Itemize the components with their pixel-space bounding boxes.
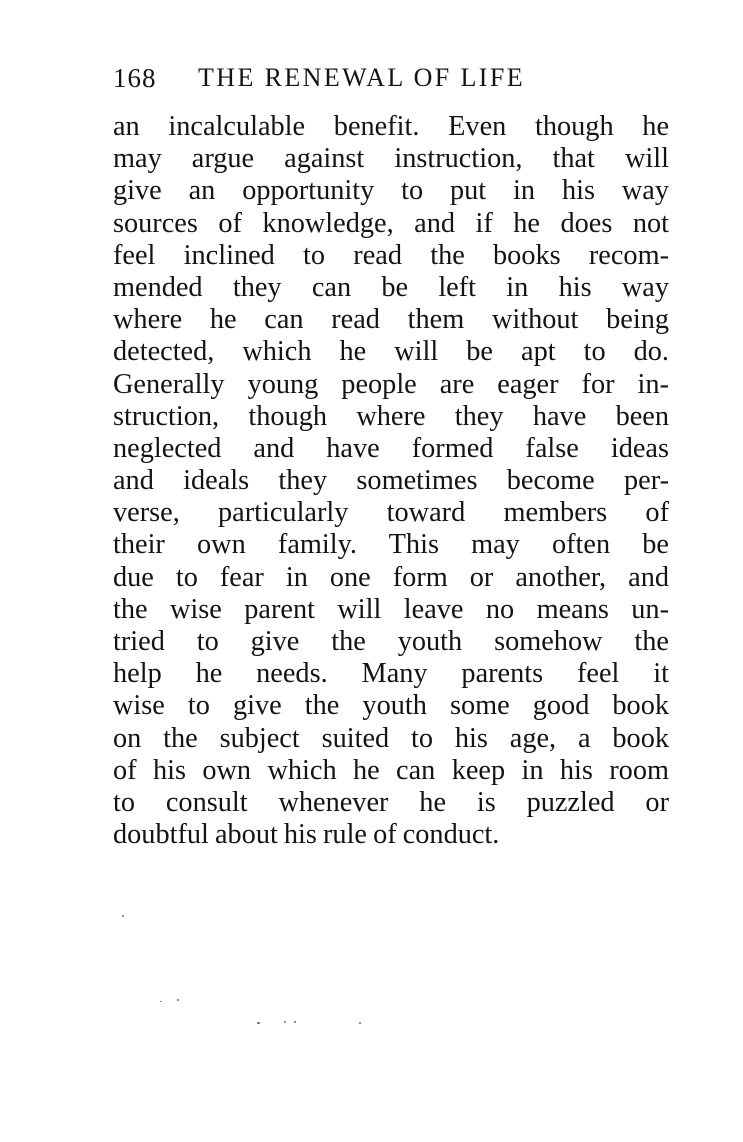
text-line: wise to give the youth some good book (113, 690, 669, 722)
text-line: tried to give the youth somehow the (113, 626, 669, 657)
text-line: where he can read them without being (113, 304, 669, 336)
text-line: struction, though where they have been (113, 400, 669, 432)
scan-speck (359, 1022, 361, 1024)
text-line: an incalculable benefit. Even though he (113, 111, 669, 142)
text-line: detected, which he will be apt to do. (113, 336, 669, 368)
text-line: doubtful about his rule of conduct. (113, 819, 500, 851)
running-title: THE RENEWAL OF LIFE (198, 63, 525, 92)
text-line: verse, particularly toward members of (113, 497, 669, 529)
scan-speck (177, 999, 179, 1001)
text-line: Generally young people are eager for in- (113, 368, 669, 400)
scan-speck (294, 1021, 296, 1023)
page-number: 168 (113, 63, 157, 93)
scan-speck (122, 915, 124, 917)
text-line: neglected and have formed false ideas (113, 432, 669, 464)
text-line: mended they can be left in his way (113, 271, 669, 303)
text-line: and ideals they sometimes become per- (113, 465, 669, 497)
text-line: of his own which he can keep in his room (113, 754, 669, 786)
scan-speck (257, 1022, 260, 1024)
scan-speck (160, 1001, 162, 1002)
text-line: the wise parent will leave no means un- (113, 593, 669, 625)
text-line: on the subject suited to his age, a book (113, 722, 669, 754)
text-line: give an opportunity to put in his way (113, 175, 669, 207)
body-paragraph (113, 111, 669, 851)
text-line: their own family. This may often be (113, 529, 669, 561)
text-line: sources of knowledge, and if he does not (113, 207, 669, 239)
text-line: may argue against instruction, that will (113, 143, 669, 175)
scan-speck (284, 1021, 286, 1023)
text-line: feel inclined to read the books recom- (113, 239, 669, 271)
text-line: help he needs. Many parents feel it (113, 658, 669, 690)
page-header (113, 60, 673, 96)
text-line: due to fear in one form or another, and (113, 561, 669, 593)
text-line: to consult whenever he is puzzled or (113, 786, 669, 818)
